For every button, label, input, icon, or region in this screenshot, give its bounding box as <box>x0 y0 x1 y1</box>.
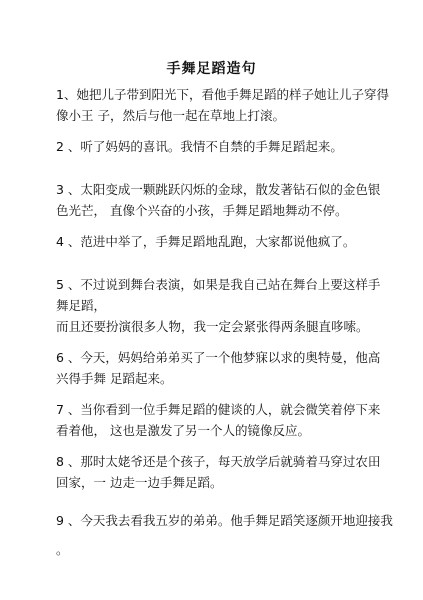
sentence-8 <box>56 451 381 493</box>
sentence-6 <box>56 347 381 389</box>
sentence-5 <box>56 274 381 337</box>
sentence-5-line-1: 5 、不过说到舞台表演，如果是我自己站在舞台上要这样手 <box>56 277 381 292</box>
document-title: 手舞足蹈造句 <box>166 61 257 77</box>
sentence-7-line-1: 7 、当你看到一位手舞足蹈的健谈的人，就会微笑着停下来 <box>56 402 381 417</box>
sentence-9-line-2: 。 <box>56 542 69 557</box>
sentence-8-line-1: 8 、那时太姥爷还是个孩子，每天放学后就骑着马穿过农田 <box>56 454 381 469</box>
sentence-5-line-3: 而且还要扮演很多人物，我一定会紧张得两条腿直哆嗦。 <box>56 319 369 334</box>
sentence-9 <box>56 510 393 560</box>
sentence-3-line-1: 3 、太阳变成一颗跳跃闪烁的金球，散发著钻石似的金色银 <box>56 182 381 197</box>
sentence-7 <box>56 399 381 441</box>
sentence-5-line-2: 舞足蹈， <box>56 298 107 313</box>
sentence-3 <box>56 179 381 221</box>
sentence-4-line-1: 4 、范进中举了，手舞足蹈地乱跑，大家都说他疯了。 <box>56 234 356 249</box>
sentence-1-line-2: 像小王 子，然后与他一起在草地上打滚。 <box>56 108 285 123</box>
sentence-2 <box>56 136 376 157</box>
sentence-3-line-2: 色光芒， 直像个兴奋的小孩，手舞足蹈地舞动不停。 <box>56 203 348 218</box>
sentence-4 <box>56 231 376 252</box>
sentence-1-line-1: 1、她把儿子带到阳光下，看他手舞足蹈的样子她让儿子穿得 <box>56 87 389 102</box>
sentence-list <box>56 84 393 560</box>
sentence-9-line-1: 9 、今天我去看我五岁的弟弟。他手舞足蹈笑逐颜开地迎接我 <box>56 513 393 528</box>
sentence-8-line-2: 回家，一 边走一边手舞足蹈。 <box>56 475 223 490</box>
sentence-6-line-2: 兴得手舞 足蹈起来。 <box>56 371 173 386</box>
sentence-7-line-2: 看着他， 这也是激发了另一个人的镜像反应。 <box>56 423 310 438</box>
sentence-6-line-1: 6 、今天，妈妈给弟弟买了一个他梦寐以求的奥特曼，他高 <box>56 350 381 365</box>
sentence-1 <box>56 84 389 126</box>
sentence-2-line-1: 2 、听了妈妈的喜讯。我情不自禁的手舞足蹈起来。 <box>56 139 343 154</box>
